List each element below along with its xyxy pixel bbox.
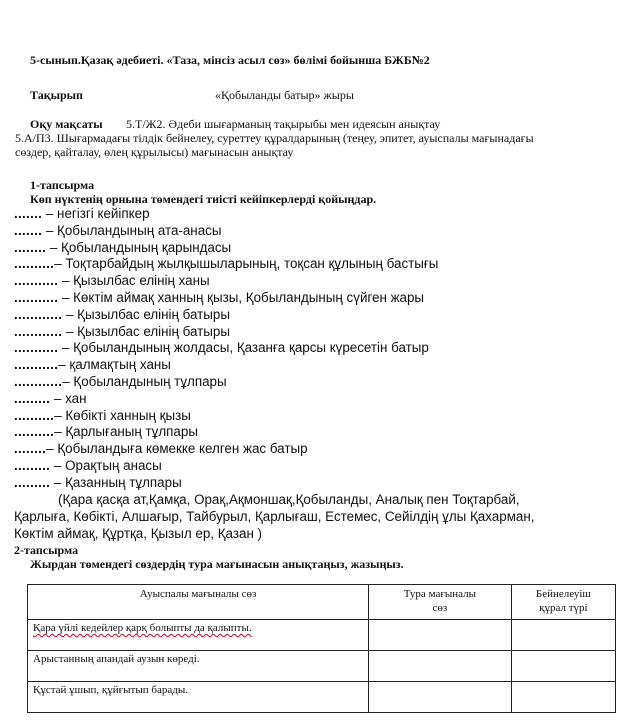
blank-dots[interactable]: ........... bbox=[14, 340, 59, 356]
blank-dots[interactable]: ........... bbox=[14, 273, 59, 289]
device-answer-cell[interactable] bbox=[511, 620, 615, 651]
header-label: Ауыспалы мағыналы сөз bbox=[139, 588, 257, 600]
phrase-text: Арыстанның апандай аузын көреді. bbox=[33, 653, 200, 665]
list-item bbox=[14, 441, 438, 458]
blank-dots[interactable]: .......... bbox=[14, 424, 55, 440]
literal-answer-cell[interactable] bbox=[369, 620, 512, 651]
document-title: 5-сынып.Қазақ әдебиеті. «Таза, мінсіз асыл сөз» бөлімі бойынша БЖБ№2 bbox=[30, 53, 430, 67]
item-description: – Қобыландыға көмекке келген жас батыр bbox=[46, 441, 308, 457]
list-item bbox=[14, 424, 438, 441]
item-description: – Қобыландының тұлпары bbox=[62, 373, 227, 389]
table-header-row bbox=[28, 585, 616, 620]
task1-instruction: Көп нүктенің орнына төмендегі тиісті кейіпкерлерді қойыңдар. bbox=[30, 192, 377, 206]
list-item bbox=[14, 206, 438, 223]
item-description: – Қобыландының ата-анасы bbox=[42, 222, 222, 238]
answer-options-line: (Қара қасқа ат,Қамқа, Орақ,Ақмоншақ,Қобыланды, Аналық пен Тоқтарбай, bbox=[58, 492, 520, 507]
item-description: – Тоқтарбайдың жылқышыларының, тоқсан құлының бастығы bbox=[54, 256, 439, 272]
answer-options-line: Қарлыға, Көбікті, Алшағыр, Тайбурыл, Қарлығаш, Естемес, Сейілдің ұлы Қахарман, bbox=[14, 508, 535, 524]
list-item bbox=[14, 374, 438, 391]
list-item bbox=[14, 307, 438, 324]
item-description: – Қызылбас елінің батыры bbox=[62, 306, 230, 322]
list-item bbox=[14, 273, 438, 290]
blank-dots[interactable]: ......... bbox=[14, 474, 51, 490]
blank-dots[interactable]: ....... bbox=[14, 206, 43, 221]
list-item bbox=[14, 408, 438, 425]
blank-dots[interactable]: ......... bbox=[14, 457, 51, 473]
device-answer-cell[interactable] bbox=[511, 651, 615, 682]
list-item bbox=[14, 458, 438, 475]
header-label: Тура мағыналы сөз bbox=[403, 588, 476, 614]
learning-goal-line: 5.Т/Ж2. Әдеби шығарманың тақырыбы мен идеясын анықтау bbox=[126, 117, 441, 131]
figurative-phrase-cell bbox=[28, 620, 369, 651]
list-item bbox=[14, 391, 438, 408]
figurative-phrase-cell bbox=[28, 682, 369, 713]
blank-dots[interactable]: ........ bbox=[14, 441, 47, 457]
item-description: – хан bbox=[50, 390, 87, 406]
blank-dots[interactable]: .......... bbox=[14, 256, 55, 272]
device-answer-cell[interactable] bbox=[511, 682, 615, 713]
task1-title: 1-тапсырма bbox=[30, 178, 95, 192]
figurative-phrase-cell bbox=[28, 651, 369, 682]
list-item bbox=[14, 223, 438, 240]
header-figurative-word bbox=[28, 585, 369, 620]
list-item bbox=[14, 357, 438, 374]
item-description: – Қызылбас елінің батыры bbox=[62, 323, 230, 339]
phrase-text: Қара үйлі кедейлер қарқ болыпты да қалыпты. bbox=[33, 622, 252, 634]
character-blank-list bbox=[14, 206, 438, 492]
blank-dots[interactable]: ............ bbox=[14, 323, 63, 339]
item-description: – Қызылбас елінің ханы bbox=[58, 273, 210, 289]
list-item bbox=[14, 256, 438, 273]
list-item bbox=[14, 324, 438, 341]
meaning-table bbox=[27, 584, 616, 713]
literal-answer-cell[interactable] bbox=[369, 682, 512, 713]
item-description: – Көбікті ханның қызы bbox=[54, 407, 191, 423]
literal-answer-cell[interactable] bbox=[369, 651, 512, 682]
blank-dots[interactable]: ............ bbox=[14, 373, 63, 389]
item-description: – негізгі кейіпкер bbox=[42, 206, 150, 221]
blank-dots[interactable]: ......... bbox=[14, 390, 51, 406]
list-item bbox=[14, 475, 438, 492]
topic-label: Тақырып bbox=[30, 88, 83, 102]
topic-value: «Қобыланды батыр» жыры bbox=[215, 88, 354, 102]
learning-goal-line: 5.А/П3. Шығармадағы тілдік бейнелеу, суреттеу құралдарының (теңеу, эпитет, ауыспалы мағынадағы bbox=[15, 131, 534, 145]
header-label: Бейнелеуіш құрал түрі bbox=[535, 588, 591, 614]
item-description: – Орақтың анасы bbox=[50, 457, 162, 473]
list-item bbox=[14, 290, 438, 307]
item-description: – Қобыландының қарындасы bbox=[46, 239, 232, 255]
item-description: – Қарлығаның тұлпары bbox=[54, 424, 198, 440]
blank-dots[interactable]: .......... bbox=[14, 407, 55, 423]
header-literal-word bbox=[369, 585, 512, 620]
phrase-text: Құстай ұшып, құйғытып барады. bbox=[33, 684, 188, 696]
table-row bbox=[28, 682, 616, 713]
answer-options-line: Көктім аймақ, Құртқа, Қызыл ер, Қазан ) bbox=[14, 525, 263, 541]
blank-dots[interactable]: ........... bbox=[14, 289, 59, 305]
item-description: – Қобыландының жолдасы, Қазанға қарсы күресетін батыр bbox=[58, 340, 429, 356]
item-description: – Көктім аймақ ханның қызы, Қобыландының сүйген жары bbox=[58, 289, 425, 305]
header-device-type bbox=[511, 585, 615, 620]
blank-dots[interactable]: ............ bbox=[14, 306, 63, 322]
learning-goal-label: Оқу мақсаты bbox=[30, 117, 103, 131]
list-item bbox=[14, 340, 438, 357]
blank-dots[interactable]: ....... bbox=[14, 222, 43, 238]
answer-options bbox=[14, 492, 614, 542]
blank-dots[interactable]: ........ bbox=[14, 239, 47, 255]
item-description: – қалмақтың ханы bbox=[58, 357, 171, 373]
task2-title: 2-тапсырма bbox=[14, 543, 79, 557]
task2-instruction: Жырдан төмендегі сөздердің тура мағынасын анықтаңыз, жазыңыз. bbox=[30, 557, 404, 571]
list-item bbox=[14, 240, 438, 257]
learning-goal-line: сөздер, қайталау, өлең құрылысы) мағынасын анықтау bbox=[15, 145, 294, 159]
table-row bbox=[28, 651, 616, 682]
blank-dots[interactable]: ........... bbox=[14, 357, 59, 373]
table-row bbox=[28, 620, 616, 651]
item-description: – Қазанның тұлпары bbox=[50, 474, 182, 490]
